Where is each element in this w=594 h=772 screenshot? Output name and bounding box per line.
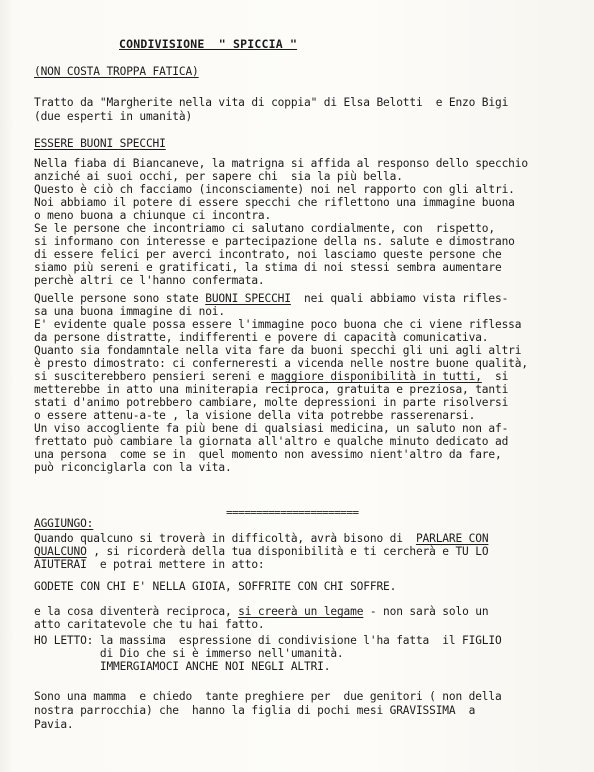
section-heading-mirrors: ESSERE BUONI SPECCHI bbox=[34, 137, 166, 150]
text-segment: nei quali abbiamo vista rifles- bbox=[290, 292, 509, 305]
body-line-availability bbox=[34, 370, 508, 383]
body-line-mirrors bbox=[34, 292, 508, 305]
body-line: Noi abbiamo il potere di essere specchi che riflettono una immagine buona bbox=[34, 196, 515, 209]
body-line: stati d'animo potrebbero cambiare, molte depressioni in parte risolversi bbox=[34, 396, 509, 409]
add-line: AIUTERAI e potrai mettere in atto: bbox=[34, 558, 265, 571]
body-line: Un viso accogliente fa più bene di qualsiasi medicina, un saluto non af- bbox=[34, 422, 509, 435]
body-line: di essere felici per averci incontrato, noi lasciamo queste persone che bbox=[34, 248, 502, 261]
section-heading-add: AGGIUNGO: bbox=[34, 517, 94, 530]
body-line: o meno buona a chiunque ci incontra. bbox=[34, 209, 272, 222]
closing-line: Sono una mamma e chiedo tante preghiere per due genitori ( non della bbox=[34, 690, 502, 703]
source-line-1: Tratto da "Margherite nella vita di coppia" di Elsa Belotti e Enzo Bigi bbox=[34, 96, 509, 109]
body-line: Quanto sia fondamntale nella vita fare da buoni specchi gli uni agli altri bbox=[34, 344, 522, 357]
body-line: da persone distratte, indifferenti e povere di capacità comunicativa. bbox=[34, 331, 489, 344]
body-line: sa una buona immagine di noi. bbox=[34, 305, 225, 318]
underlined-phrase: BUONI SPECCHI bbox=[205, 292, 291, 305]
body-line: si informano con interesse e partecipazione della ns. salute e dimostrano bbox=[34, 235, 515, 248]
body-line: è presto dimostrato: ci conferneresti a vicenda nelle nostre buone qualità, bbox=[34, 357, 528, 370]
body-line: anziché ai suoi occhi, per sapere chi sia la più bella. bbox=[34, 170, 403, 183]
body-line: Nella fiaba di Biancaneve, la matrigna si affida al responso dello specchio bbox=[34, 157, 528, 170]
underlined-phrase: maggiore disponibilità in tutti, bbox=[271, 370, 482, 383]
body-line: perchè altri ce l'hanno confermata. bbox=[34, 274, 265, 287]
add-line bbox=[34, 532, 488, 545]
read-line: HO LETTO: la massima espressione di condivisione l'ha fatta il FIGLIO bbox=[34, 634, 502, 647]
subtitle: (NON COSTA TROPPA FATICA) bbox=[34, 65, 199, 78]
text-segment: Quando qualcuno si troverà in difficoltà, avrà bisono di bbox=[34, 532, 416, 545]
text-segment: si susciterebbero pensieri sereni e bbox=[34, 370, 272, 383]
body-line: o essere attenu-a-te , la visione della vita potrebbe rasserenarsi. bbox=[34, 409, 476, 422]
body-line: E' evidente quale possa essere l'immagine poco buona che ci viene riflessa bbox=[34, 318, 522, 331]
read-line: di Dio che si è immerso nell'umanità. bbox=[34, 647, 344, 660]
bond-line: atto caritatevole che tu hai fatto. bbox=[34, 618, 265, 631]
underlined-phrase: QUALCUNO bbox=[34, 545, 87, 558]
underlined-phrase: PARLARE CON bbox=[415, 532, 489, 545]
closing-line: nostra parrocchia) che hanno la figlia di pochi mesi GRAVISSIMA a bbox=[34, 704, 476, 717]
body-line: siamo più sereni e gratificati, la stima di noi stessi sembra aumentare bbox=[34, 261, 502, 274]
body-line: Se le persone che incontriamo ci salutano cordialmente, con rispetto, bbox=[34, 222, 495, 235]
read-line: IMMERGIAMOCI ANCHE NOI NEGLI ALTRI. bbox=[34, 660, 331, 673]
body-line: Questo è ciò ch facciamo (inconsciamente) noi nel rapporto con gli altri. bbox=[34, 183, 515, 196]
motto: GODETE CON CHI E' NELLA GIOIA, SOFFRITE CON CHI SOFFRE. bbox=[34, 580, 397, 593]
body-line: frettato può cambiare la giornata all'altro e qualche minuto dedicato ad bbox=[34, 435, 509, 448]
add-line bbox=[34, 545, 488, 558]
source-line-2: (due esperti in umanità) bbox=[34, 110, 193, 123]
text-segment: Quelle persone sono state bbox=[34, 292, 206, 305]
text-segment: e la cosa diventerà reciproca, bbox=[34, 605, 239, 618]
bond-line bbox=[34, 605, 488, 618]
text-segment: si bbox=[481, 370, 509, 383]
underlined-phrase: si creerà un legame bbox=[238, 605, 364, 618]
document-title: CONDIVISIONE " SPICCIA " bbox=[119, 37, 298, 51]
body-line: una persona come se in quel momento non avessimo nient'altro da fare, bbox=[34, 448, 502, 461]
closing-line: Pavia. bbox=[34, 718, 74, 731]
body-line: può riconciglarla con la vita. bbox=[34, 461, 232, 474]
body-line: metterebbe in atto una miniterapia reciproca, gratuita e preziosa, tanti bbox=[34, 383, 509, 396]
text-segment: , si ricorderà della tua disponibilità e ti cercherà e TU LO bbox=[86, 545, 489, 558]
separator-line: ====================== bbox=[226, 506, 359, 519]
text-segment: - non sarà solo un bbox=[363, 605, 489, 618]
